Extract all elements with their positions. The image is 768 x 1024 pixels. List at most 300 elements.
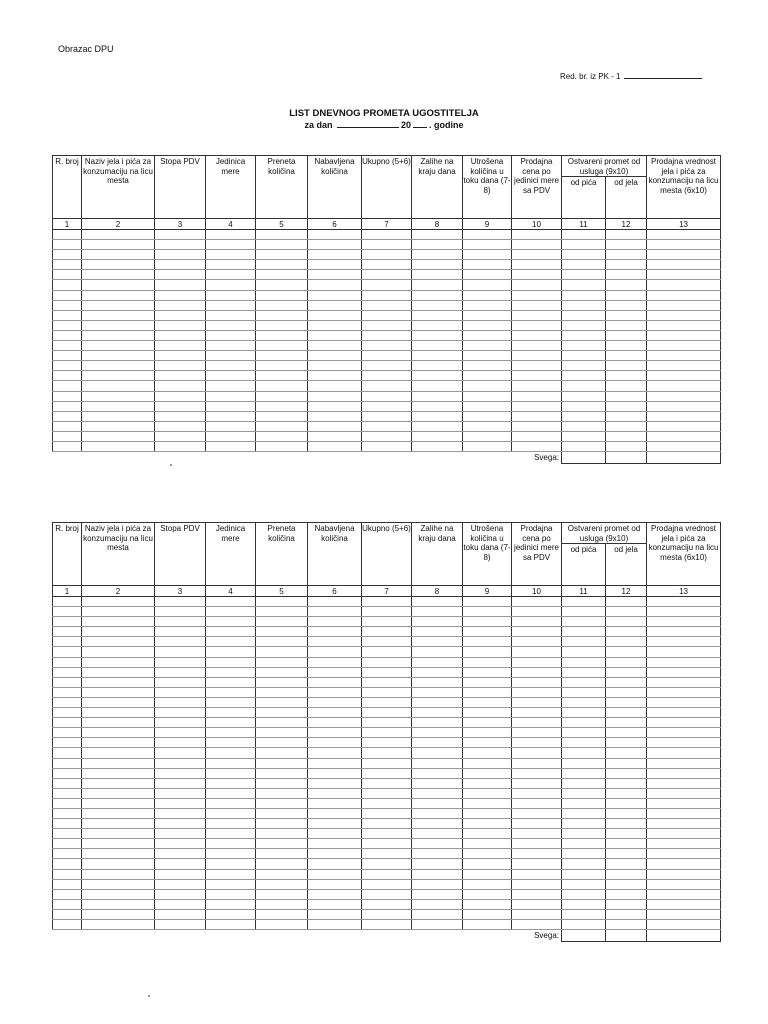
- entry-cell[interactable]: [256, 597, 308, 607]
- entry-cell[interactable]: [362, 240, 412, 250]
- entry-cell[interactable]: [512, 808, 562, 818]
- entry-cell[interactable]: [647, 280, 721, 290]
- entry-cell[interactable]: [463, 788, 512, 798]
- entry-cell[interactable]: [308, 647, 362, 657]
- entry-cell[interactable]: [562, 778, 606, 788]
- entry-cell[interactable]: [308, 330, 362, 340]
- entry-cell[interactable]: [256, 361, 308, 371]
- entry-cell[interactable]: [512, 879, 562, 889]
- entry-cell[interactable]: [362, 381, 412, 391]
- entry-cell[interactable]: [53, 708, 82, 718]
- entry-cell[interactable]: [308, 657, 362, 667]
- entry-cell[interactable]: [512, 627, 562, 637]
- entry-cell[interactable]: [412, 391, 463, 401]
- entry-cell[interactable]: [82, 391, 155, 401]
- entry-cell[interactable]: [412, 657, 463, 667]
- entry-cell[interactable]: [412, 441, 463, 451]
- entry-cell[interactable]: [206, 920, 256, 930]
- entry-cell[interactable]: [206, 627, 256, 637]
- entry-cell[interactable]: [53, 597, 82, 607]
- entry-cell[interactable]: [647, 869, 721, 879]
- entry-cell[interactable]: [155, 627, 206, 637]
- entry-cell[interactable]: [362, 421, 412, 431]
- entry-cell[interactable]: [606, 829, 647, 839]
- entry-cell[interactable]: [362, 920, 412, 930]
- entry-cell[interactable]: [647, 411, 721, 421]
- entry-cell[interactable]: [606, 718, 647, 728]
- entry-cell[interactable]: [606, 320, 647, 330]
- entry-cell[interactable]: [647, 758, 721, 768]
- entry-cell[interactable]: [562, 361, 606, 371]
- entry-cell[interactable]: [463, 677, 512, 687]
- entry-cell[interactable]: [562, 617, 606, 627]
- entry-cell[interactable]: [647, 597, 721, 607]
- entry-cell[interactable]: [647, 290, 721, 300]
- entry-cell[interactable]: [206, 788, 256, 798]
- entry-cell[interactable]: [206, 260, 256, 270]
- entry-cell[interactable]: [308, 361, 362, 371]
- entry-cell[interactable]: [647, 718, 721, 728]
- entry-cell[interactable]: [256, 260, 308, 270]
- entry-cell[interactable]: [606, 230, 647, 240]
- entry-cell[interactable]: [606, 768, 647, 778]
- entry-cell[interactable]: [512, 260, 562, 270]
- entry-cell[interactable]: [362, 748, 412, 758]
- entry-cell[interactable]: [362, 718, 412, 728]
- entry-cell[interactable]: [308, 819, 362, 829]
- total-food-cell[interactable]: [606, 452, 647, 464]
- entry-cell[interactable]: [562, 421, 606, 431]
- entry-cell[interactable]: [256, 829, 308, 839]
- entry-cell[interactable]: [647, 441, 721, 451]
- entry-cell[interactable]: [155, 441, 206, 451]
- entry-cell[interactable]: [463, 909, 512, 919]
- entry-cell[interactable]: [463, 597, 512, 607]
- entry-cell[interactable]: [308, 909, 362, 919]
- entry-cell[interactable]: [412, 597, 463, 607]
- entry-cell[interactable]: [463, 260, 512, 270]
- entry-cell[interactable]: [412, 250, 463, 260]
- entry-cell[interactable]: [82, 290, 155, 300]
- entry-cell[interactable]: [512, 647, 562, 657]
- entry-cell[interactable]: [512, 230, 562, 240]
- entry-cell[interactable]: [155, 607, 206, 617]
- entry-cell[interactable]: [412, 869, 463, 879]
- entry-cell[interactable]: [155, 808, 206, 818]
- entry-cell[interactable]: [562, 381, 606, 391]
- entry-cell[interactable]: [512, 411, 562, 421]
- entry-cell[interactable]: [362, 708, 412, 718]
- entry-cell[interactable]: [82, 738, 155, 748]
- entry-cell[interactable]: [606, 391, 647, 401]
- entry-cell[interactable]: [53, 441, 82, 451]
- entry-cell[interactable]: [256, 920, 308, 930]
- entry-cell[interactable]: [562, 637, 606, 647]
- entry-cell[interactable]: [206, 748, 256, 758]
- entry-cell[interactable]: [606, 879, 647, 889]
- entry-cell[interactable]: [53, 627, 82, 637]
- entry-cell[interactable]: [647, 401, 721, 411]
- entry-cell[interactable]: [562, 441, 606, 451]
- entry-cell[interactable]: [256, 401, 308, 411]
- entry-cell[interactable]: [512, 687, 562, 697]
- entry-cell[interactable]: [362, 768, 412, 778]
- entry-cell[interactable]: [562, 240, 606, 250]
- entry-cell[interactable]: [362, 859, 412, 869]
- entry-cell[interactable]: [606, 330, 647, 340]
- entry-cell[interactable]: [562, 758, 606, 768]
- entry-cell[interactable]: [155, 718, 206, 728]
- entry-cell[interactable]: [308, 431, 362, 441]
- entry-cell[interactable]: [606, 778, 647, 788]
- entry-cell[interactable]: [206, 320, 256, 330]
- entry-cell[interactable]: [308, 637, 362, 647]
- entry-cell[interactable]: [562, 597, 606, 607]
- entry-cell[interactable]: [256, 310, 308, 320]
- entry-cell[interactable]: [512, 738, 562, 748]
- entry-cell[interactable]: [53, 667, 82, 677]
- entry-cell[interactable]: [562, 829, 606, 839]
- entry-cell[interactable]: [562, 768, 606, 778]
- entry-cell[interactable]: [606, 627, 647, 637]
- entry-cell[interactable]: [463, 371, 512, 381]
- year-field[interactable]: [413, 119, 427, 128]
- entry-cell[interactable]: [256, 879, 308, 889]
- entry-cell[interactable]: [362, 798, 412, 808]
- date-field[interactable]: [337, 119, 399, 128]
- entry-cell[interactable]: [82, 240, 155, 250]
- entry-cell[interactable]: [362, 391, 412, 401]
- entry-cell[interactable]: [362, 617, 412, 627]
- entry-cell[interactable]: [53, 381, 82, 391]
- entry-cell[interactable]: [362, 697, 412, 707]
- entry-cell[interactable]: [256, 250, 308, 260]
- entry-cell[interactable]: [647, 320, 721, 330]
- entry-cell[interactable]: [647, 607, 721, 617]
- entry-cell[interactable]: [606, 667, 647, 677]
- entry-cell[interactable]: [463, 920, 512, 930]
- entry-cell[interactable]: [562, 849, 606, 859]
- entry-cell[interactable]: [647, 300, 721, 310]
- entry-cell[interactable]: [463, 431, 512, 441]
- entry-cell[interactable]: [606, 677, 647, 687]
- entry-cell[interactable]: [362, 758, 412, 768]
- entry-cell[interactable]: [53, 829, 82, 839]
- entry-cell[interactable]: [155, 230, 206, 240]
- entry-cell[interactable]: [362, 290, 412, 300]
- entry-cell[interactable]: [606, 808, 647, 818]
- entry-cell[interactable]: [412, 351, 463, 361]
- entry-cell[interactable]: [647, 230, 721, 240]
- entry-cell[interactable]: [647, 627, 721, 637]
- entry-cell[interactable]: [647, 657, 721, 667]
- entry-cell[interactable]: [647, 391, 721, 401]
- entry-cell[interactable]: [256, 849, 308, 859]
- entry-cell[interactable]: [362, 788, 412, 798]
- entry-cell[interactable]: [206, 310, 256, 320]
- entry-cell[interactable]: [512, 250, 562, 260]
- entry-cell[interactable]: [82, 597, 155, 607]
- entry-cell[interactable]: [82, 859, 155, 869]
- entry-cell[interactable]: [308, 421, 362, 431]
- entry-cell[interactable]: [256, 351, 308, 361]
- entry-cell[interactable]: [256, 300, 308, 310]
- entry-cell[interactable]: [512, 300, 562, 310]
- entry-cell[interactable]: [412, 290, 463, 300]
- entry-cell[interactable]: [647, 798, 721, 808]
- entry-cell[interactable]: [512, 788, 562, 798]
- entry-cell[interactable]: [53, 421, 82, 431]
- entry-cell[interactable]: [206, 341, 256, 351]
- entry-cell[interactable]: [562, 260, 606, 270]
- entry-cell[interactable]: [256, 290, 308, 300]
- entry-cell[interactable]: [562, 899, 606, 909]
- entry-cell[interactable]: [463, 869, 512, 879]
- entry-cell[interactable]: [606, 250, 647, 260]
- entry-cell[interactable]: [53, 270, 82, 280]
- entry-cell[interactable]: [53, 718, 82, 728]
- entry-cell[interactable]: [562, 697, 606, 707]
- entry-cell[interactable]: [463, 381, 512, 391]
- entry-cell[interactable]: [412, 687, 463, 697]
- entry-cell[interactable]: [206, 687, 256, 697]
- entry-cell[interactable]: [647, 637, 721, 647]
- entry-cell[interactable]: [606, 617, 647, 627]
- entry-cell[interactable]: [412, 361, 463, 371]
- entry-cell[interactable]: [155, 758, 206, 768]
- entry-cell[interactable]: [206, 330, 256, 340]
- entry-cell[interactable]: [256, 627, 308, 637]
- entry-cell[interactable]: [82, 300, 155, 310]
- entry-cell[interactable]: [206, 728, 256, 738]
- entry-cell[interactable]: [647, 728, 721, 738]
- entry-cell[interactable]: [562, 667, 606, 677]
- entry-cell[interactable]: [606, 697, 647, 707]
- entry-cell[interactable]: [256, 667, 308, 677]
- entry-cell[interactable]: [256, 909, 308, 919]
- entry-cell[interactable]: [256, 748, 308, 758]
- entry-cell[interactable]: [155, 351, 206, 361]
- entry-cell[interactable]: [53, 411, 82, 421]
- total-drinks-cell[interactable]: [562, 452, 606, 464]
- entry-cell[interactable]: [82, 260, 155, 270]
- entry-cell[interactable]: [82, 280, 155, 290]
- entry-cell[interactable]: [53, 738, 82, 748]
- entry-cell[interactable]: [256, 798, 308, 808]
- entry-cell[interactable]: [82, 920, 155, 930]
- entry-cell[interactable]: [308, 879, 362, 889]
- entry-cell[interactable]: [562, 627, 606, 637]
- entry-cell[interactable]: [606, 401, 647, 411]
- entry-cell[interactable]: [53, 819, 82, 829]
- entry-cell[interactable]: [562, 718, 606, 728]
- entry-cell[interactable]: [647, 361, 721, 371]
- entry-cell[interactable]: [308, 808, 362, 818]
- entry-cell[interactable]: [362, 361, 412, 371]
- entry-cell[interactable]: [412, 240, 463, 250]
- entry-cell[interactable]: [53, 889, 82, 899]
- entry-cell[interactable]: [647, 788, 721, 798]
- entry-cell[interactable]: [155, 270, 206, 280]
- entry-cell[interactable]: [512, 637, 562, 647]
- entry-cell[interactable]: [53, 280, 82, 290]
- entry-cell[interactable]: [206, 819, 256, 829]
- entry-cell[interactable]: [155, 617, 206, 627]
- entry-cell[interactable]: [606, 421, 647, 431]
- entry-cell[interactable]: [82, 341, 155, 351]
- entry-cell[interactable]: [412, 667, 463, 677]
- entry-cell[interactable]: [155, 708, 206, 718]
- entry-cell[interactable]: [53, 607, 82, 617]
- entry-cell[interactable]: [463, 391, 512, 401]
- entry-cell[interactable]: [562, 708, 606, 718]
- entry-cell[interactable]: [412, 819, 463, 829]
- entry-cell[interactable]: [463, 647, 512, 657]
- entry-cell[interactable]: [82, 677, 155, 687]
- entry-cell[interactable]: [412, 718, 463, 728]
- entry-cell[interactable]: [606, 290, 647, 300]
- entry-cell[interactable]: [512, 270, 562, 280]
- entry-cell[interactable]: [606, 431, 647, 441]
- entry-cell[interactable]: [206, 829, 256, 839]
- entry-cell[interactable]: [463, 829, 512, 839]
- entry-cell[interactable]: [362, 351, 412, 361]
- entry-cell[interactable]: [362, 431, 412, 441]
- entry-cell[interactable]: [155, 869, 206, 879]
- entry-cell[interactable]: [647, 260, 721, 270]
- entry-cell[interactable]: [463, 708, 512, 718]
- entry-cell[interactable]: [512, 401, 562, 411]
- entry-cell[interactable]: [463, 441, 512, 451]
- entry-cell[interactable]: [53, 879, 82, 889]
- entry-cell[interactable]: [412, 829, 463, 839]
- entry-cell[interactable]: [308, 381, 362, 391]
- entry-cell[interactable]: [362, 627, 412, 637]
- entry-cell[interactable]: [362, 819, 412, 829]
- entry-cell[interactable]: [463, 607, 512, 617]
- entry-cell[interactable]: [53, 320, 82, 330]
- entry-cell[interactable]: [308, 627, 362, 637]
- entry-cell[interactable]: [53, 788, 82, 798]
- entry-cell[interactable]: [206, 300, 256, 310]
- entry-cell[interactable]: [463, 697, 512, 707]
- entry-cell[interactable]: [463, 240, 512, 250]
- entry-cell[interactable]: [463, 280, 512, 290]
- entry-cell[interactable]: [308, 667, 362, 677]
- entry-cell[interactable]: [155, 687, 206, 697]
- entry-cell[interactable]: [562, 290, 606, 300]
- entry-cell[interactable]: [512, 441, 562, 451]
- entry-cell[interactable]: [362, 597, 412, 607]
- entry-cell[interactable]: [308, 441, 362, 451]
- entry-cell[interactable]: [155, 839, 206, 849]
- entry-cell[interactable]: [463, 798, 512, 808]
- entry-cell[interactable]: [53, 748, 82, 758]
- entry-cell[interactable]: [512, 798, 562, 808]
- entry-cell[interactable]: [53, 920, 82, 930]
- entry-cell[interactable]: [206, 738, 256, 748]
- entry-cell[interactable]: [463, 667, 512, 677]
- total-value-cell[interactable]: [647, 930, 721, 942]
- entry-cell[interactable]: [463, 341, 512, 351]
- entry-cell[interactable]: [82, 829, 155, 839]
- entry-cell[interactable]: [647, 768, 721, 778]
- entry-cell[interactable]: [308, 230, 362, 240]
- entry-cell[interactable]: [256, 778, 308, 788]
- entry-cell[interactable]: [206, 647, 256, 657]
- entry-cell[interactable]: [155, 788, 206, 798]
- entry-cell[interactable]: [463, 859, 512, 869]
- entry-cell[interactable]: [606, 657, 647, 667]
- entry-cell[interactable]: [53, 290, 82, 300]
- entry-cell[interactable]: [256, 280, 308, 290]
- entry-cell[interactable]: [82, 431, 155, 441]
- entry-cell[interactable]: [53, 391, 82, 401]
- entry-cell[interactable]: [512, 657, 562, 667]
- entry-cell[interactable]: [562, 351, 606, 361]
- entry-cell[interactable]: [512, 718, 562, 728]
- entry-cell[interactable]: [206, 381, 256, 391]
- entry-cell[interactable]: [463, 657, 512, 667]
- entry-cell[interactable]: [155, 260, 206, 270]
- entry-cell[interactable]: [562, 738, 606, 748]
- entry-cell[interactable]: [155, 240, 206, 250]
- entry-cell[interactable]: [562, 788, 606, 798]
- entry-cell[interactable]: [53, 869, 82, 879]
- entry-cell[interactable]: [256, 899, 308, 909]
- entry-cell[interactable]: [606, 708, 647, 718]
- entry-cell[interactable]: [256, 889, 308, 899]
- entry-cell[interactable]: [606, 637, 647, 647]
- entry-cell[interactable]: [256, 381, 308, 391]
- entry-cell[interactable]: [82, 250, 155, 260]
- entry-cell[interactable]: [155, 280, 206, 290]
- entry-cell[interactable]: [362, 260, 412, 270]
- entry-cell[interactable]: [562, 401, 606, 411]
- entry-cell[interactable]: [308, 371, 362, 381]
- entry-cell[interactable]: [606, 819, 647, 829]
- entry-cell[interactable]: [206, 401, 256, 411]
- entry-cell[interactable]: [256, 728, 308, 738]
- entry-cell[interactable]: [412, 889, 463, 899]
- entry-cell[interactable]: [412, 909, 463, 919]
- entry-cell[interactable]: [362, 869, 412, 879]
- entry-cell[interactable]: [412, 798, 463, 808]
- entry-cell[interactable]: [412, 748, 463, 758]
- entry-cell[interactable]: [308, 920, 362, 930]
- entry-cell[interactable]: [562, 657, 606, 667]
- entry-cell[interactable]: [362, 829, 412, 839]
- entry-cell[interactable]: [362, 310, 412, 320]
- entry-cell[interactable]: [155, 829, 206, 839]
- entry-cell[interactable]: [647, 330, 721, 340]
- entry-cell[interactable]: [308, 250, 362, 260]
- entry-cell[interactable]: [206, 667, 256, 677]
- entry-cell[interactable]: [647, 819, 721, 829]
- entry-cell[interactable]: [512, 330, 562, 340]
- entry-cell[interactable]: [82, 310, 155, 320]
- entry-cell[interactable]: [155, 738, 206, 748]
- entry-cell[interactable]: [562, 230, 606, 240]
- entry-cell[interactable]: [256, 637, 308, 647]
- entry-cell[interactable]: [512, 361, 562, 371]
- entry-cell[interactable]: [412, 728, 463, 738]
- entry-cell[interactable]: [155, 677, 206, 687]
- entry-cell[interactable]: [206, 899, 256, 909]
- entry-cell[interactable]: [362, 637, 412, 647]
- entry-cell[interactable]: [206, 849, 256, 859]
- entry-cell[interactable]: [308, 320, 362, 330]
